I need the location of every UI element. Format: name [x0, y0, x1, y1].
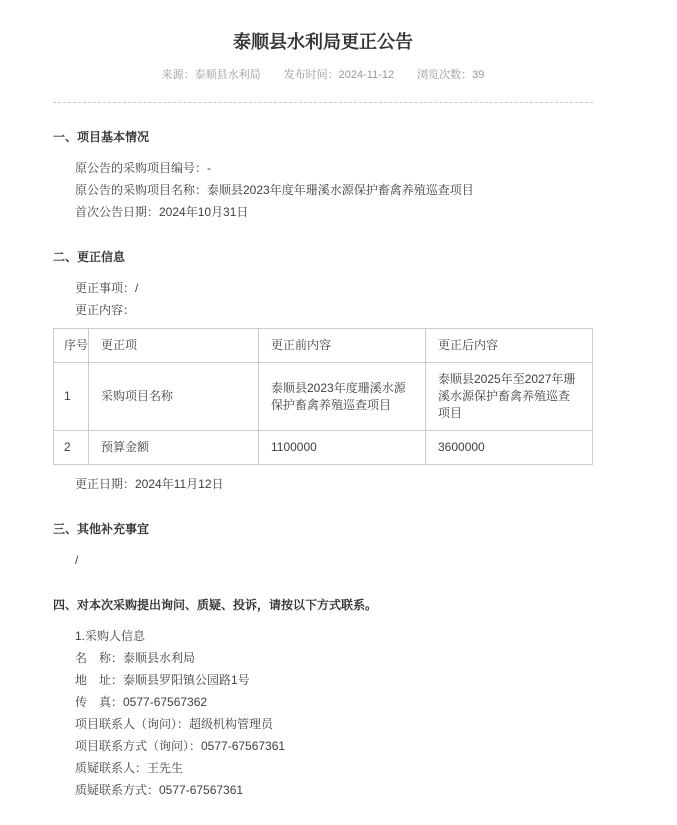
correction-matter-line: 更正事项：/: [75, 281, 139, 295]
meta-source-label: 来源：: [161, 69, 195, 81]
question-contact-phone-line: 质疑联系方式：0577-67567361: [75, 783, 244, 797]
table-cell-seq: 2: [54, 431, 89, 465]
table-cell-after: 3600000: [426, 431, 593, 465]
meta-publish-value: 2024-11-12: [338, 69, 395, 81]
table-header-row: [54, 329, 593, 363]
meta-publish-label: 发布时间：: [283, 69, 339, 81]
table-header-after: 更正后内容: [426, 329, 593, 363]
meta-views-value: 39: [472, 69, 485, 81]
section-correction-info: [53, 246, 593, 495]
meta-view-count: [417, 69, 484, 81]
table-header-item: 更正项: [89, 329, 259, 363]
section-heading-4: 四、对本次采购提出询问、质疑、投诉，请按以下方式联系。: [53, 598, 378, 612]
meta-source: [162, 69, 261, 81]
project-contact-phone-line: 项目联系方式（询问）：0577-67567361: [75, 739, 286, 753]
table-cell-item: 预算金额: [89, 431, 259, 465]
section-heading-3: 三、其他补充事宜: [53, 522, 150, 536]
table-cell-before: 1100000: [259, 431, 426, 465]
section-contact-info: [53, 594, 593, 801]
meta-views-label: 浏览次数：: [417, 69, 473, 81]
table-cell-before: 泰顺县2023年度珊溪水源保护畜禽养殖巡查项目: [259, 363, 426, 431]
correction-content-line: 更正内容：: [75, 303, 136, 317]
original-project-name-line: 原公告的采购项目名称：泰顺县2023年度年珊溪水源保护畜禽养殖巡查项目: [75, 183, 474, 197]
meta-bar: [53, 68, 593, 83]
section-heading-1: 一、项目基本情况: [53, 130, 150, 144]
project-contact-person-line: 项目联系人（询问）：超级机构管理员: [75, 717, 274, 731]
other-matters-line: /: [75, 553, 79, 567]
first-announcement-date-line: 首次公告日期：2024年10月31日: [75, 205, 249, 219]
page-title: 泰顺县水利局更正公告: [233, 32, 413, 52]
table-header-before: 更正前内容: [259, 329, 426, 363]
meta-publish-time: [284, 69, 394, 81]
table-cell-item: 采购项目名称: [89, 363, 259, 431]
table-row: [54, 431, 593, 465]
dashed-divider: [53, 102, 593, 103]
section-heading-2: 二、更正信息: [53, 250, 126, 264]
original-project-number-line: 原公告的采购项目编号：-: [75, 161, 211, 175]
table-cell-after: 泰顺县2025年至2027年珊溪水源保护畜禽养殖巡查项目: [426, 363, 593, 431]
correction-table: [53, 328, 593, 465]
table-row: [54, 363, 593, 431]
purchaser-info-label: 1.采购人信息: [75, 629, 146, 643]
section-other-matters: [53, 518, 593, 571]
section-basic-info: [53, 126, 593, 223]
purchaser-name-line: 名 称：泰顺县水利局: [75, 651, 196, 665]
question-contact-person-line: 质疑联系人：王先生: [75, 761, 184, 775]
correction-date-line: 更正日期：2024年11月12日: [75, 477, 224, 491]
purchaser-address-line: 地 址：泰顺县罗阳镇公园路1号: [75, 673, 250, 687]
table-cell-seq: 1: [54, 363, 89, 431]
table-header-seq: 序号: [54, 329, 89, 363]
meta-source-value: 泰顺县水利局: [194, 69, 261, 81]
purchaser-fax-line: 传 真：0577-67567362: [75, 695, 208, 709]
